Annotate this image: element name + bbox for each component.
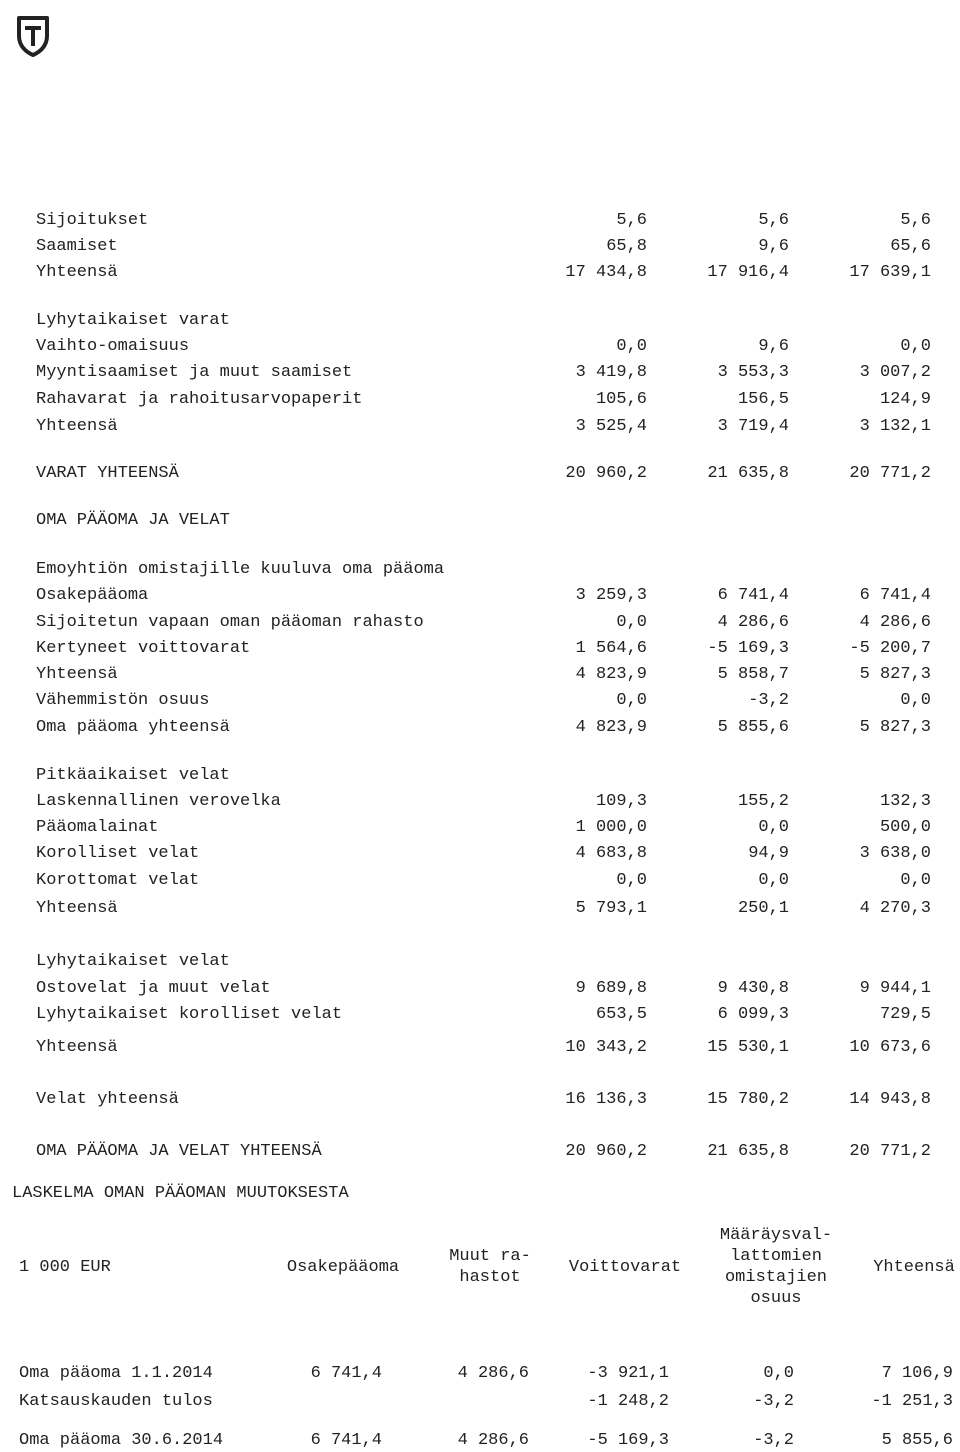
balance-row: Lyhytaikaiset korolliset velat 653,5 6 099,3 729,5 (36, 1005, 931, 1024)
balance-section-heading: OMA PÄÄOMA JA VELAT (36, 511, 230, 530)
balance-row: Korottomat velat 0,0 0,0 0,0 (36, 871, 931, 890)
balance-row: Vaihto-omaisuus 0,0 9,6 0,0 (36, 337, 931, 356)
balance-section-heading: Emoyhtiön omistajille kuuluva oma pääoma (36, 560, 445, 579)
balance-row: Osakepääoma 3 259,3 6 741,4 6 741,4 (36, 586, 931, 605)
equity-header-other-reserves: Muut ra- hastot (449, 1247, 531, 1287)
balance-total-row: Oma pääoma yhteensä 4 823,9 5 855,6 5 827,3 (36, 718, 931, 737)
balance-section-heading: Pitkäaikaiset velat (36, 766, 230, 785)
equity-table-row: Oma pääoma 30.6.2014 6 741,4 4 286,6 -5 169,3 -3,2 5 855,6 (19, 1431, 953, 1450)
balance-row: Sijoitukset 5,6 5,6 5,6 (36, 211, 931, 230)
equity-table-row: Oma pääoma 1.1.2014 6 741,4 4 286,6 -3 921,1 0,0 7 106,9 (19, 1364, 953, 1383)
balance-row: Korolliset velat 4 683,8 94,9 3 638,0 (36, 844, 931, 863)
balance-row: Vähemmistön osuus 0,0 -3,2 0,0 (36, 691, 931, 710)
balance-section-heading: Lyhytaikaiset velat (36, 952, 230, 971)
equity-header-retained-earnings: Voittovarat (568, 1258, 682, 1277)
liabilities-total-row: Velat yhteensä 16 136,3 15 780,2 14 943,8 (36, 1090, 931, 1109)
balance-total-row: Yhteensä 4 823,9 5 858,7 5 827,3 (36, 665, 931, 684)
balance-row: Pääomalainat 1 000,0 0,0 500,0 (36, 818, 931, 837)
balance-row: Kertyneet voittovarat 1 564,6 -5 169,3 -5 200,7 (36, 639, 931, 658)
balance-row: Ostovelat ja muut velat 9 689,8 9 430,8 9 944,1 (36, 979, 931, 998)
equity-header-non-controlling-interest: Määräysval- lattomien omistajien osuus (719, 1226, 833, 1308)
equity-table-row: Katsauskauden tulos -1 248,2 -3,2 -1 251,3 (19, 1392, 953, 1411)
company-logo-icon (15, 14, 51, 58)
balance-total-row: Yhteensä 5 793,1 250,1 4 270,3 (36, 899, 931, 918)
balance-row: Saamiset 65,8 9,6 65,6 (36, 237, 931, 256)
balance-row: Laskennallinen verovelka 109,3 155,2 132,3 (36, 792, 931, 811)
equity-header-total: Yhteensä (873, 1258, 955, 1277)
balance-total-row: Yhteensä 10 343,2 15 530,1 10 673,6 (36, 1038, 931, 1057)
equity-header-share-capital: Osakepääoma (286, 1258, 400, 1277)
balance-row: Sijoitetun vapaan oman pääoman rahasto 0,0 4 286,6 4 286,6 (36, 613, 931, 632)
balance-total-row: Yhteensä 3 525,4 3 719,4 3 132,1 (36, 417, 931, 436)
balance-total-row: Yhteensä 17 434,8 17 916,4 17 639,1 (36, 263, 931, 282)
balance-section-heading: Lyhytaikaiset varat (36, 311, 230, 330)
equity-header-unit: 1 000 EUR (19, 1258, 111, 1277)
balance-row: Myyntisaamiset ja muut saamiset 3 419,8 3 553,3 3 007,2 (36, 363, 931, 382)
balance-row: Rahavarat ja rahoitusarvopaperit 105,6 156,5 124,9 (36, 390, 931, 409)
equity-and-liabilities-grand-total-row: OMA PÄÄOMA JA VELAT YHTEENSÄ 20 960,2 21 635,8 20 771,2 (36, 1142, 931, 1161)
equity-statement-title: LASKELMA OMAN PÄÄOMAN MUUTOKSESTA (12, 1184, 349, 1203)
assets-grand-total-row: VARAT YHTEENSÄ 20 960,2 21 635,8 20 771,2 (36, 464, 931, 483)
